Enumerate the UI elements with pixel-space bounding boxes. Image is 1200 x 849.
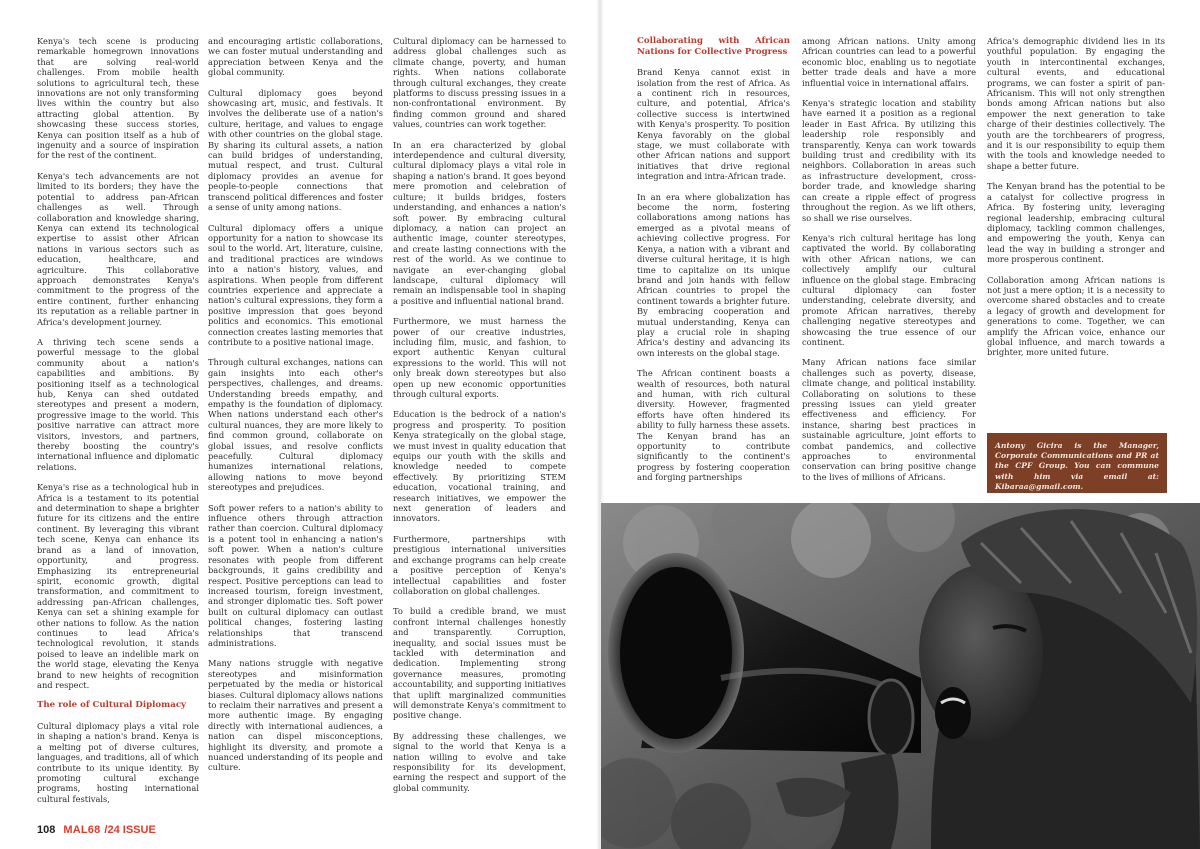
author-bio: Antony Gicira is the Manager, Corporate Communications and PR at the CPF Group. You can commune with him via email at: Kibaraa@gmail.com. bbox=[995, 441, 1159, 491]
paragraph: and encouraging artistic collaborations, we can foster mutual understanding and appreciation between Kenya and the global community. bbox=[208, 36, 383, 78]
right-column-3 bbox=[987, 36, 1165, 368]
left-column-3 bbox=[393, 36, 566, 803]
paragraph: Through cultural exchanges, nations can gain insights into each other's perspectives, challenges, and dreams. Understanding breeds empathy, and empathy is the foundation of diplomacy. When nations understand each other's cultural nuances, they are more likely to find common ground, collaborate on global issues, and resolve conflicts peacefully. Cultural diplomacy humanizes international relations, allowing nations to move beyond stereotypes and prejudices. bbox=[208, 357, 383, 493]
section-heading-cultural-diplomacy: The role of Cultural Diplomacy bbox=[37, 700, 187, 711]
paragraph: In an era characterized by global interdependence and cultural diversity, cultural diplomacy plays a vital role in shaping a nation's brand. It goes beyond mere promotion and celebration of culture; it builds bridges, fosters understanding, and enhances a nation's soft power. By embracing cultural diplomacy, a nation can project an authentic image, counter stereotypes, and create lasting connections with the rest of the world. As we continue to navigate an ever-changing global landscape, cultural diplomacy will remain an indispensable tool in shaping a positive and influential national brand. bbox=[393, 139, 566, 306]
page-footer bbox=[37, 822, 156, 838]
paragraph: Brand Kenya cannot exist in isolation from the rest of Africa. As a continent rich in resources, culture, and potential, Africa's collective success is intertwined with Kenya's prosperity. To position Kenya favorably on the global stage, we must collaborate with other African nations and support initiatives that drive regional integration and intra-African trade. bbox=[637, 67, 790, 182]
paragraph: Kenya's strategic location and stability have earned it a position as a regional leader in East Africa. By utilizing this leadership role responsibly and transparently, Kenya can work towards building trust and credibility with its neighbors. Collaboration in areas such as infrastructure development, cross-border trade, and knowledge sharing can create a ripple effect of progress throughout the region. As we lift others, so shall we rise ourselves. bbox=[802, 98, 976, 223]
paragraph: Kenya's tech scene is producing remarkable homegrown innovations that are solving real-world challenges. From mobile health solutions to agricultural tech, these innovations are not only transforming lives within the country but also attracting global attention. By showcasing these success stories, Kenya can position itself as a hub of ingenuity and a source of inspiration for the rest of the continent. bbox=[37, 36, 199, 161]
right-column-1 bbox=[637, 36, 790, 493]
paragraph: Cultural diplomacy offers a unique opportunity for a nation to showcase its soul to the world. Art, literature, cuisine, and traditional practices are windows into a nation's history, values, and aspirations. When people from different countries experience and appreciate a nation's cultural expressions, they form a positive impression that goes beyond politics and economics. This emotional connection creates lasting memories that contribute to a positive national image. bbox=[208, 222, 383, 347]
paragraph: Africa's demographic dividend lies in its youthful population. By engaging the youth in intercontinental exchanges, cultural events, and educational programs, we can foster a spirit of pan-Africanism. This will not only strengthen bonds among African nations but also empower the next generation to take charge of their destinies collectively. The youth are the torchbearers of progress, and it is our responsibility to equip them with the tools and knowledge needed to shape a better future. bbox=[987, 36, 1165, 171]
paragraph: Many African nations face similar challenges such as poverty, disease, climate change, and political instability. Collaborating on solutions to these pressing issues can yield greater effectiveness and efficiency. For instance, sharing best practices in sustainable agriculture, joint efforts to combat pandemics, and collective approaches to environmental conservation can bring positive change to the lives of millions of Africans. bbox=[802, 357, 976, 482]
paragraph: Cultural diplomacy goes beyond showcasing art, music, and festivals. It involves the deliberate use of a nation's culture, heritage, and values to engage with other countries on the global stage. By sharing its cultural assets, a nation can build bridges of understanding, mutual respect, and trust. Cultural diplomacy provides an avenue for people-to-people connections that transcend political differences and foster a sense of unity among nations. bbox=[208, 87, 383, 213]
megaphone-photo-illustration bbox=[601, 503, 1200, 849]
paragraph: In an era where globalization has become the norm, fostering collaborations among nations has emerged as a pivotal means of achieving collective progress. For Kenya, a nation with a vibrant and diverse cultural heritage, it is high time to capitalize on its unique brand and join hands with fellow African countries to propel the continent towards a brighter future. By embracing cooperation and mutual understanding, Kenya can play a crucial role in shaping Africa's destiny and advancing its own interests on the global stage. bbox=[637, 191, 790, 358]
paragraph: A thriving tech scene sends a powerful message to the global community about a nation's capabilities and ambitions. By positioning itself as a technological hub, Kenya can shed outdated stereotypes and present a modern, progressive image to the world. This positive narrative can attract more visitors, investors, and partners, thereby boosting the country's international influence and diplomatic relations. bbox=[37, 336, 199, 472]
megaphone-photo bbox=[601, 503, 1200, 849]
left-column-2 bbox=[208, 36, 383, 783]
paragraph: Kenya's rich cultural heritage has long captivated the world. By collaborating with other African nations, we can collectively amplify our cultural influence on the global stage. Embracing cultural diplomacy can foster understanding, celebrate diversity, and promote African narratives, thereby challenging negative stereotypes and showcasing the true essence of our continent. bbox=[802, 232, 976, 347]
paragraph: Collaboration among African nations is not just a mere option; it is a necessity to overcome shared obstacles and to create a legacy of growth and development for generations to come. Together, we can amplify the African voice, enhance our global influence, and march towards a brighter, more united future. bbox=[987, 274, 1165, 358]
paragraph: Furthermore, we must harness the power of our creative industries, including film, music, and fashion, to export authentic Kenyan cultural expressions to the world. This will not only break down stereotypes but also open up new economic opportunities through cultural exports. bbox=[393, 316, 566, 399]
paragraph: Education is the bedrock of a nation's progress and prosperity. To position Kenya strategically on the global stage, we must invest in quality education that equips our youth with the skills and knowledge needed to compete effectively. By prioritizing STEM education, vocational training, and research initiatives, we empower the next generation of leaders and innovators. bbox=[393, 409, 566, 524]
issue-label bbox=[63, 824, 155, 836]
paragraph: Kenya's rise as a technological hub in Africa is a testament to its potential and determination to shape a brighter future for its citizens and the entire continent. By leveraging this vibrant tech scene, Kenya can enhance its brand as a land of innovation, opportunity, and progress. Emphasizing its entrepreneurial spirit, economic growth, digital transformation, and commitment to addressing pan-African challenges, Kenya can set a shining example for other nations to follow. As the nation continues to lead Africa's technological revolution, it stands poised to leave an indelible mark on the world stage, elevating the Kenya brand to new heights of recognition and respect. bbox=[37, 482, 199, 690]
magazine-name: MAL68 bbox=[63, 824, 101, 836]
paragraph: By addressing these challenges, we signal to the world that Kenya is a nation willing to evolve and take responsibility for its development, earning the respect and support of the global community. bbox=[393, 730, 566, 793]
paragraph: The African continent boasts a wealth of resources, both natural and human, with rich cultural diversity. However, fragmented efforts have often hindered its ability to fully harness these assets. The Kenyan brand has an opportunity to contribute significantly to the continent's progress by fostering cooperation and forging partnerships bbox=[637, 368, 790, 483]
paragraph: Many nations struggle with negative stereotypes and misinformation perpetuated by the media or historical biases. Cultural diplomacy allows nations to reclaim their narratives and present a more authentic image. By engaging directly with international audiences, a nation can dispel misconceptions, highlight its diversity, and promote a nuanced understanding of its people and culture. bbox=[208, 658, 383, 773]
paragraph: The Kenyan brand has the potential to be a catalyst for collective progress in Africa. By fostering unity, leveraging regional leadership, embracing cultural diplomacy, tackling common challenges, and empowering the youth, Kenya can lead the way in building a stronger and more prosperous continent. bbox=[987, 181, 1165, 265]
paragraph: Cultural diplomacy can be harnessed to address global challenges such as climate change, poverty, and human rights. When nations collaborate through cultural exchanges, they create platforms to discuss pressing issues in a non-confrontational environment. By finding common ground and shared values, countries can work together. bbox=[393, 36, 566, 130]
paragraph: Soft power refers to a nation's ability to influence others through attraction rather than coercion. Cultural diplomacy is a potent tool in enhancing a nation's soft power. When a nation's culture resonates with people from different backgrounds, it gains credibility and respect. Positive perceptions can lead to increased tourism, foreign investment, and stronger diplomatic ties. Soft power built on cultural diplomacy can outlast political changes, fostering lasting relationships that transcend administrations. bbox=[208, 502, 383, 648]
issue-text: /24 ISSUE bbox=[104, 824, 156, 836]
paragraph: among African nations. Unity among African countries can lead to a powerful economic bloc, enabling us to negotiate better trade deals and have a more influential voice in international affairs. bbox=[802, 36, 976, 88]
paragraph: Kenya's tech advancements are not limited to its borders; they have the potential to address pan-African challenges as well. Through collaboration and knowledge sharing, Kenya can extend its technological expertise to assist other African nations in various sectors such as education, healthcare, and agriculture. This collaborative approach demonstrates Kenya's commitment to the progress of the entire continent, further enhancing its reputation as a reliable partner in Africa's development journey. bbox=[37, 170, 199, 327]
paragraph: Furthermore, partnerships with prestigious international universities and exchange programs can help create a positive perception of Kenya's intellectual capabilities and foster collaboration on global challenges. bbox=[393, 533, 566, 596]
section-heading-collaboration: Collaborating with African Nations for Collective Progress bbox=[637, 36, 790, 57]
right-column-2 bbox=[802, 36, 976, 492]
paragraph: To build a credible brand, we must confront internal challenges honestly and transparently. Corruption, inequality, and social issues must be tackled with determination and dedication. Implementing strong governance measures, promoting accountability, and supporting initiatives that uplift marginalized communities will demonstrate Kenya's commitment to positive change. bbox=[393, 606, 566, 721]
author-bio-box bbox=[987, 433, 1167, 493]
left-column-1 bbox=[37, 36, 199, 814]
paragraph: Cultural diplomacy plays a vital role in shaping a nation's brand. Kenya is a melting pot of diverse cultures, languages, and traditions, all of which contribute to its unique identity. By promoting cultural exchange programs, hosting international cultural festivals, bbox=[37, 720, 199, 804]
page-number: 108 bbox=[37, 824, 56, 836]
